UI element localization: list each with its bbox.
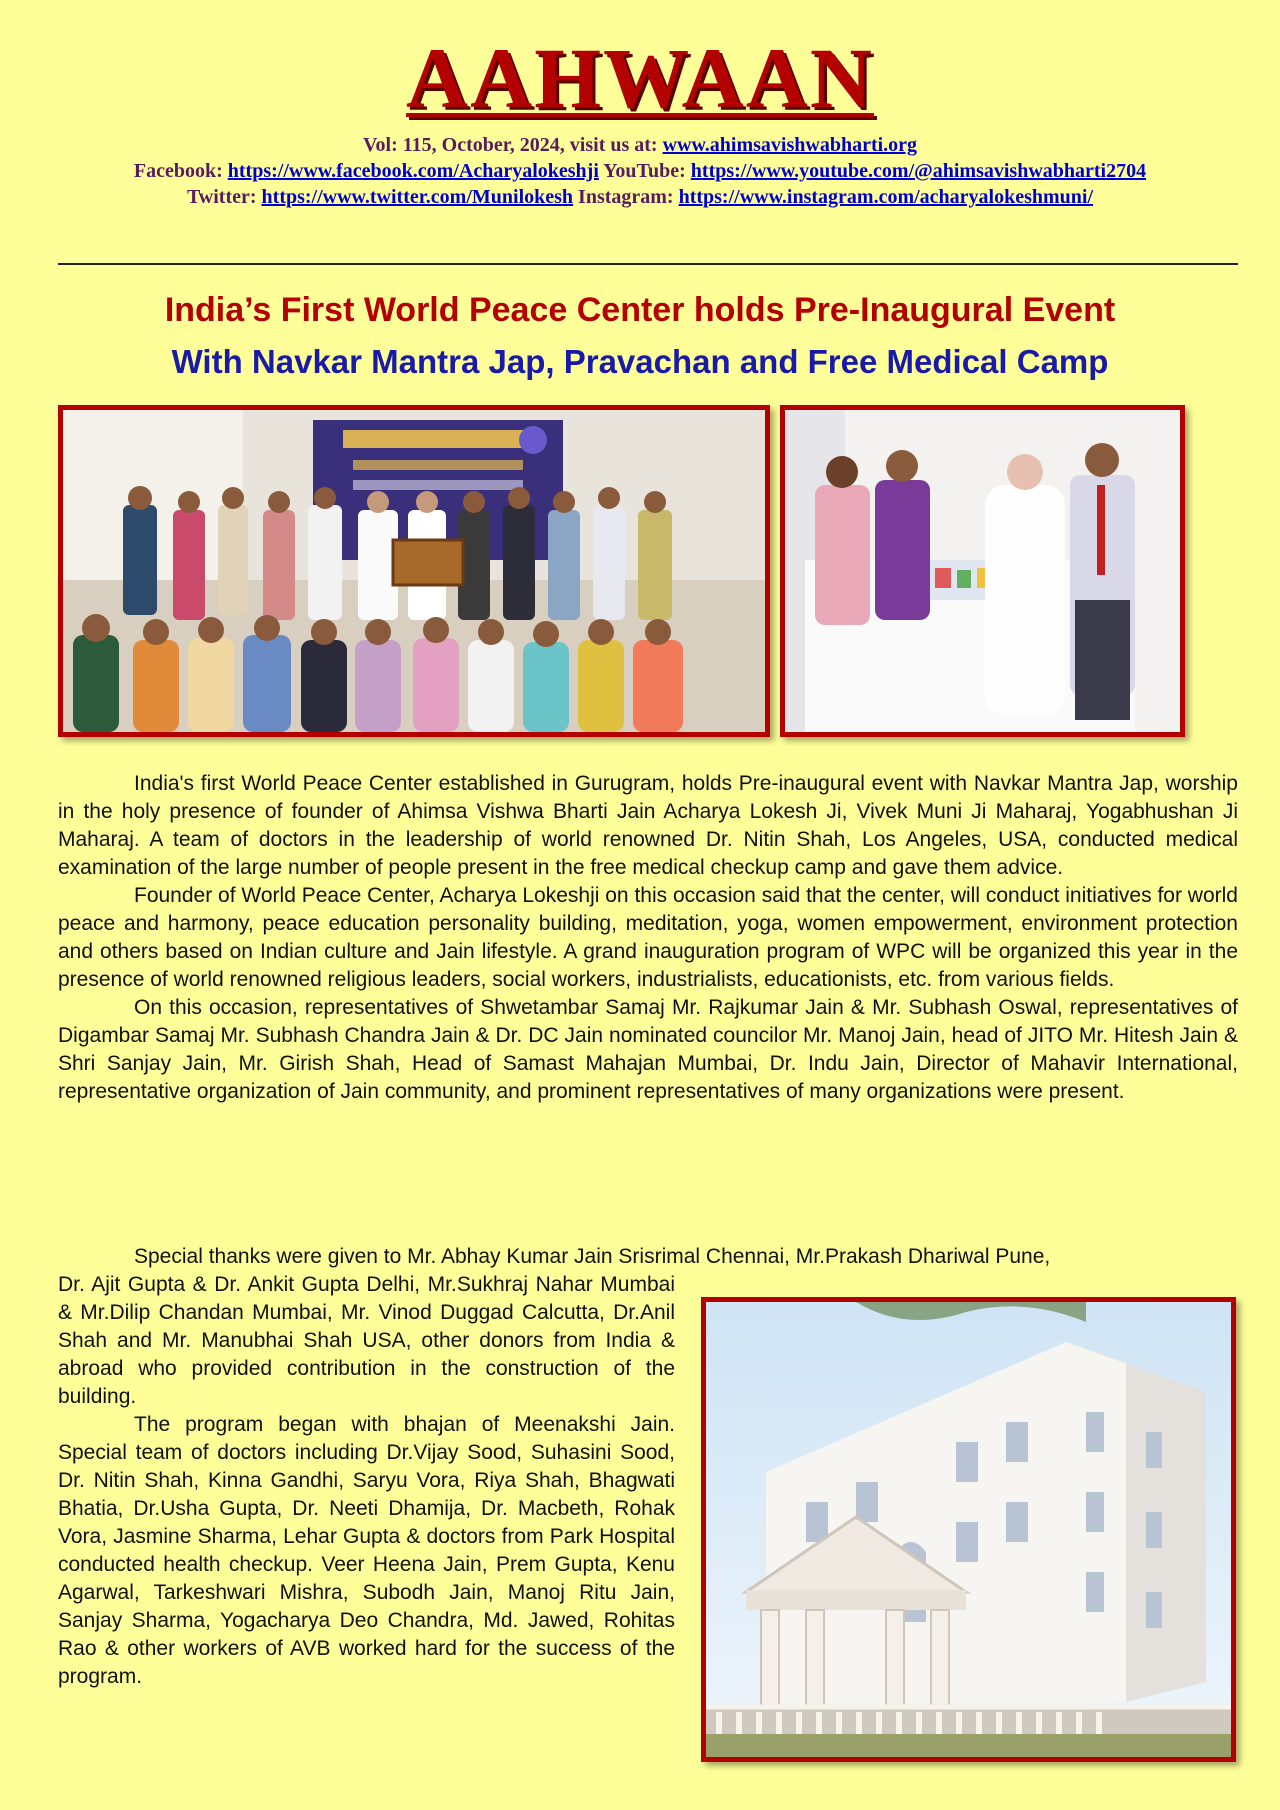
medical-camp-image <box>785 410 1180 732</box>
instagram-link[interactable]: https://www.instagram.com/acharyalokeshmuni/ <box>678 186 1094 208</box>
article-paragraph-1: India's first World Peace Center established in Gurugram, holds Pre-inaugural event with Navkar Mantra Jap, worship in the holy presence of founder of Ahimsa Vishwa Bharti Jain Acharya Lokesh Ji, Vivek Muni Ji Maharaj, Yogabhushan Ji Maharaj. A team of doctors in the leadership of world renowned Dr. Nitin Shah, Los Angeles, USA, conducted medical examination of the large number of people present in the free medical checkup camp and gave them advice. <box>58 772 1238 879</box>
building-image <box>706 1302 1231 1757</box>
article-body-narrow-column <box>58 1271 675 1691</box>
newsletter-title: AAHWAAN <box>406 30 874 126</box>
article-paragraph-3: On this occasion, representatives of Shwetambar Samaj Mr. Rajkumar Jain & Mr. Subhash Oswal, representatives of Digambar Samaj Mr. Subhash Chandra Jain & Dr. DC Jain nominated councilor Mr. Manoj Jain, head of JITO Mr. Hitesh Jain & Shri Sanjay Jain, Mr. Girish Shah, Head of Samast Mahajan Mumbai, Dr. Indu Jain, Director of Mahavir International, representative organization of Jain community, and prominent representatives of many organizations were present. <box>58 996 1238 1103</box>
youtube-link[interactable]: https://www.youtube.com/@ahimsavishwabharti2704 <box>690 160 1147 182</box>
sub-headline: With Navkar Mantra Jap, Pravachan and Free Medical Camp <box>171 343 1109 380</box>
issue-line <box>0 132 1280 158</box>
article-body-full-width <box>58 770 1238 1106</box>
medical-camp-photo <box>780 405 1185 737</box>
building-photo <box>701 1297 1236 1762</box>
article-paragraph-4-opening: Special thanks were given to Mr. Abhay Kumar Jain Srisrimal Chennai, Mr.Prakash Dhariwal Pune, <box>134 1245 1051 1268</box>
social-line-2 <box>0 184 1280 210</box>
group-photo <box>58 405 770 737</box>
youtube-label: YouTube: <box>598 160 691 182</box>
article-paragraph-4-continued: Dr. Ajit Gupta & Dr. Ankit Gupta Delhi, Mr.Sukhraj Nahar Mumbai & Mr.Dilip Chandan Mumbai, Mr. Vinod Duggad Calcutta, Dr.Anil Shah and Mr. Manubhai Shah USA, other donors from India & abroad who provided contribution in the construction of the building. <box>58 1273 675 1408</box>
instagram-label: Instagram: <box>573 186 679 208</box>
main-headline: India’s First World Peace Center holds Pre-Inaugural Event <box>164 291 1116 329</box>
divider-rule <box>58 263 1238 265</box>
website-link[interactable]: www.ahimsavishwabharti.org <box>662 134 918 156</box>
masthead <box>0 30 1280 210</box>
issue-info: Vol: 115, October, 2024, visit us at: <box>362 134 663 156</box>
facebook-label: Facebook: <box>133 160 228 182</box>
social-line-1 <box>0 158 1280 184</box>
twitter-link[interactable]: https://www.twitter.com/Munilokesh <box>261 186 574 208</box>
group-photo-image <box>63 410 765 732</box>
twitter-label: Twitter: <box>186 186 262 208</box>
facebook-link[interactable]: https://www.facebook.com/Acharyalokeshji <box>227 160 599 182</box>
article-paragraph-2: Founder of World Peace Center, Acharya Lokeshji on this occasion said that the center, will conduct initiatives for world peace and harmony, peace education personality building, meditation, yoga, women empowerment, environment protection and others based on Indian culture and Jain lifestyle. A grand inauguration program of WPC will be organized this year in the presence of world renowned religious leaders, social workers, industrialists, educationists, etc. from various fields. <box>58 884 1238 991</box>
article-paragraph-5: The program began with bhajan of Meenakshi Jain. Special team of doctors including Dr.Vijay Sood, Suhasini Sood, Dr. Nitin Shah, Kinna Gandhi, Saryu Vora, Riya Shah, Bhagwati Bhatia, Dr.Usha Gupta, Dr. Neeti Dhamija, Dr. Macbeth, Rohak Vora, Jasmine Sharma, Lehar Gupta & doctors from Park Hospital conducted health checkup. Veer Heena Jain, Prem Gupta, Kenu Agarwal, Tarkeshwari Mishra, Subodh Jain, Manoj Ritu Jain, Sanjay Sharma, Yogacharya Deo Chandra, Md. Jawed, Rohitas Rao & other workers of AVB worked hard for the success of the program. <box>58 1413 675 1688</box>
